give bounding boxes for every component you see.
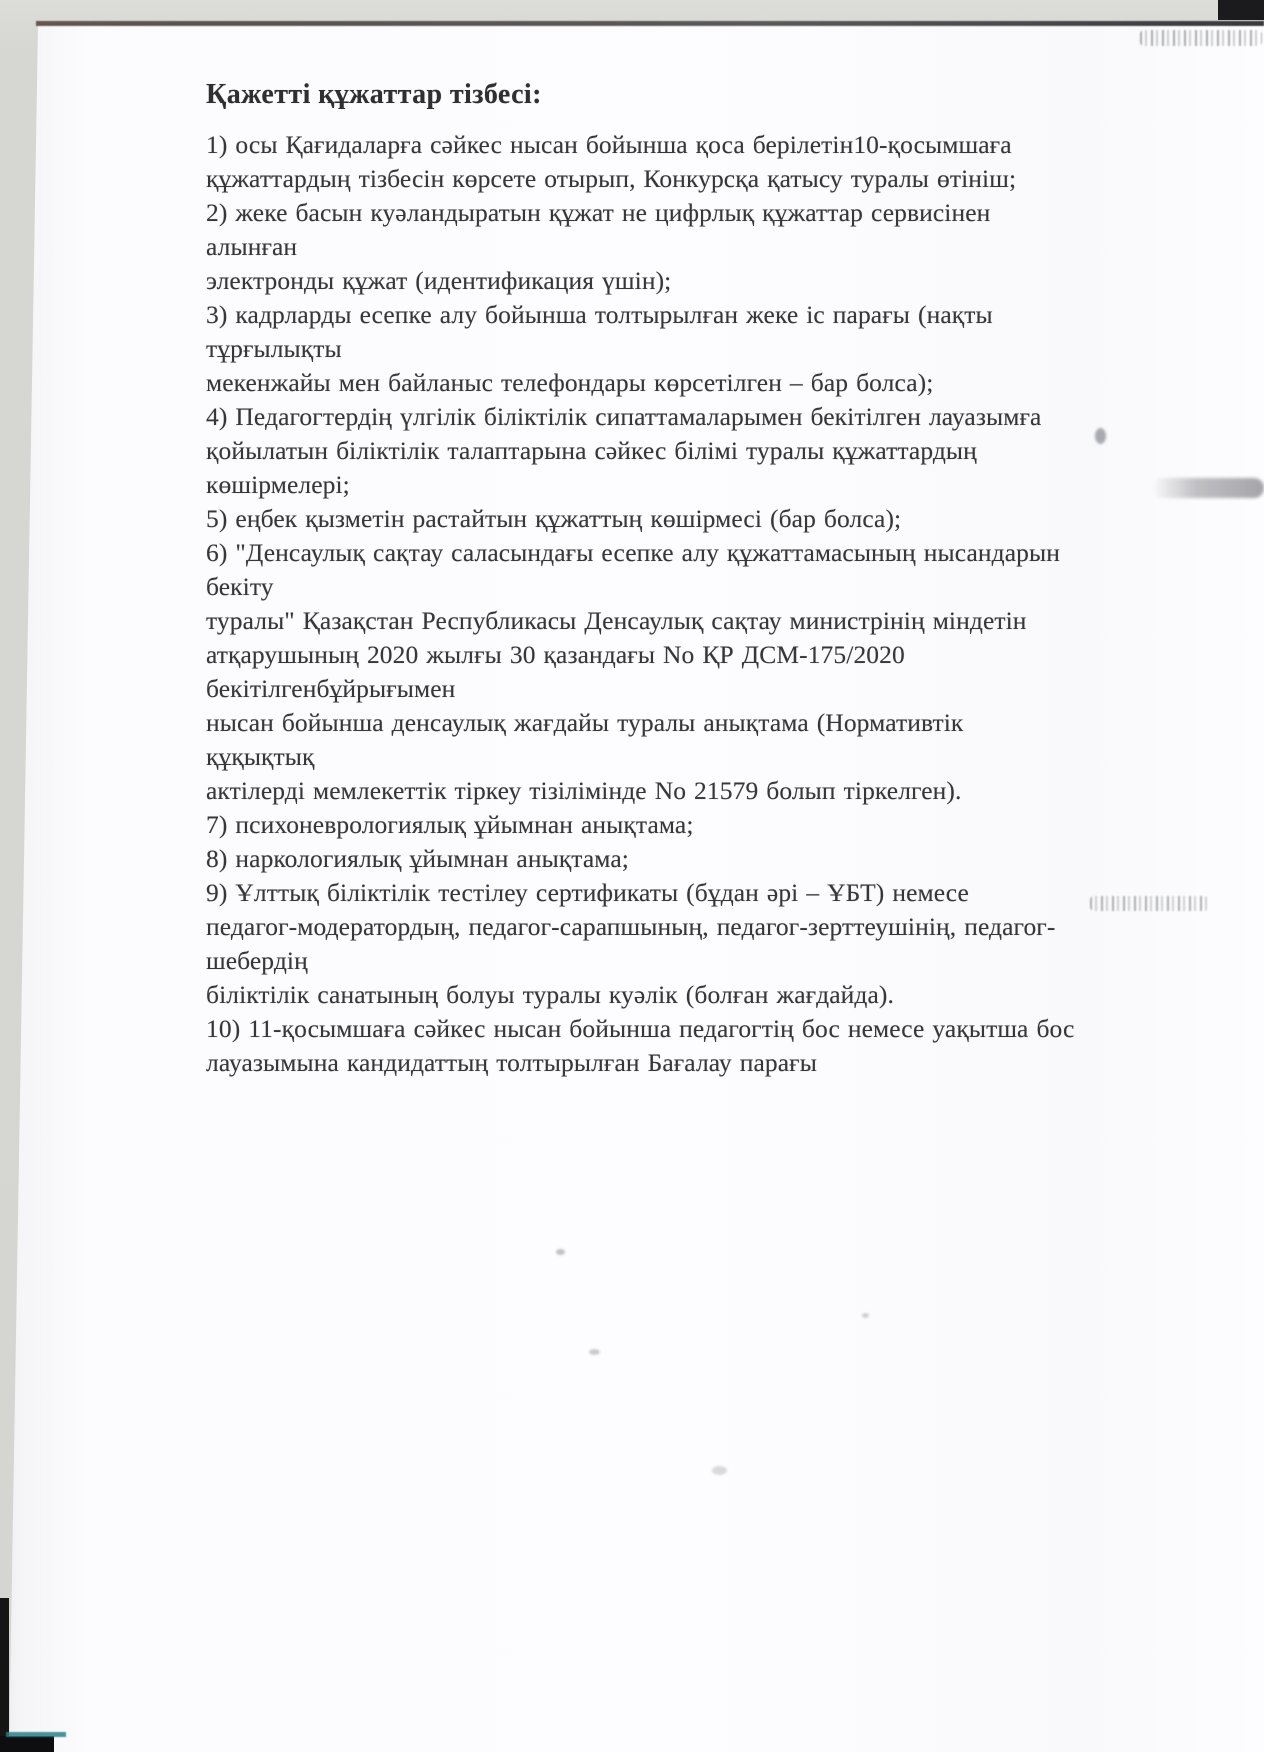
document-line: тұрғылықты — [206, 334, 342, 363]
document-line: бекіту — [206, 572, 274, 601]
document-line: лауазымына кандидаттың толтырылған Бағалау парағы — [206, 1048, 817, 1077]
scan-speck — [712, 1466, 727, 1475]
document-line: қойылатын біліктілік талаптарына сәйкес білімі туралы құжаттардың — [206, 436, 977, 465]
document-line: педагог-модератордың, педагог-сарапшының, педагог-зерттеушінің, педагог- — [206, 912, 1056, 941]
scan-artifact-top-right-corner — [1218, 0, 1264, 20]
document-line: 6) "Денсаулық сақтау саласындағы есепке алу құжаттамасының нысандарын — [206, 538, 1060, 567]
document-line: 3) кадрларды есепке алу бойынша толтырылған жеке іс парағы (нақты — [206, 300, 993, 329]
document-line: 9) Ұлттық біліктілік тестілеу сертификаты (бұдан әрі – ҰБТ) немесе — [206, 878, 969, 907]
document-line: туралы" Қазақстан Республикасы Денсаулық сақтау министрінің міндетін — [206, 606, 1027, 635]
document-line: құқықтық — [206, 742, 315, 771]
document-line: көшірмелері; — [206, 470, 350, 499]
scan-artifact-teal-line — [6, 1732, 66, 1737]
scan-artifact-top-right-speckle — [1140, 30, 1262, 46]
document-line: алынған — [206, 232, 298, 261]
document-line: біліктілік санатының болуы туралы куәлік (болған жағдайда). — [206, 980, 894, 1009]
document-line: бекітілгенбұйрығымен — [206, 674, 456, 703]
page-top-edge-shadow — [36, 21, 1264, 26]
document-heading: Қажетті құжаттар тізбесі: — [206, 79, 542, 110]
document-line: нысан бойынша денсаулық жағдайы туралы анықтама (Нормативтік — [206, 708, 964, 737]
document-line: 8) наркологиялық ұйымнан анықтама; — [206, 844, 629, 873]
document-line: 10) 11-қосымшаға сәйкес нысан бойынша педагогтің бос немесе уақытша бос — [206, 1014, 1075, 1043]
document-line: құжаттардың тізбесін көрсете отырып, Конкурсқа қатысу туралы өтініш; — [206, 164, 1017, 193]
document-line: 4) Педагогтердің үлгілік біліктілік сипаттамаларымен бекітілген лауазымға — [206, 402, 1042, 431]
document-line: атқарушының 2020 жылғы 30 қазандағы No ҚР ДСМ-175/2020 — [206, 640, 905, 669]
scan-speck — [556, 1249, 565, 1255]
scan-artifact-left-black-strip — [0, 1598, 9, 1752]
document-body — [206, 78, 1152, 1080]
document-line: 2) жеке басын куәландыратын құжат не цифрлық құжаттар сервисінен — [206, 198, 991, 227]
document-line: 5) еңбек қызметін растайтын құжаттың көшірмесі (бар болса); — [206, 504, 902, 533]
document-line: 1) осы Қағидаларға сәйкес нысан бойынша қоса берілетін10-қосымшаға — [206, 130, 1012, 159]
scan-speck — [862, 1313, 869, 1318]
scan-artifact-right-smudge-1 — [1152, 478, 1264, 498]
scan-artifact-bottom-left-corner — [0, 1736, 54, 1752]
document-line: шебердің — [206, 946, 308, 975]
document-line: 7) психоневрологиялық ұйымнан анықтама; — [206, 810, 694, 839]
scan-speck — [589, 1349, 600, 1355]
document-line: актілерді мемлекеттік тіркеу тізілімінде No 21579 болып тіркелген). — [206, 776, 962, 805]
document-line: мекенжайы мен байланыс телефондары көрсетілген – бар болса); — [206, 368, 934, 397]
document-line: электронды құжат (идентификация үшін); — [206, 266, 672, 295]
